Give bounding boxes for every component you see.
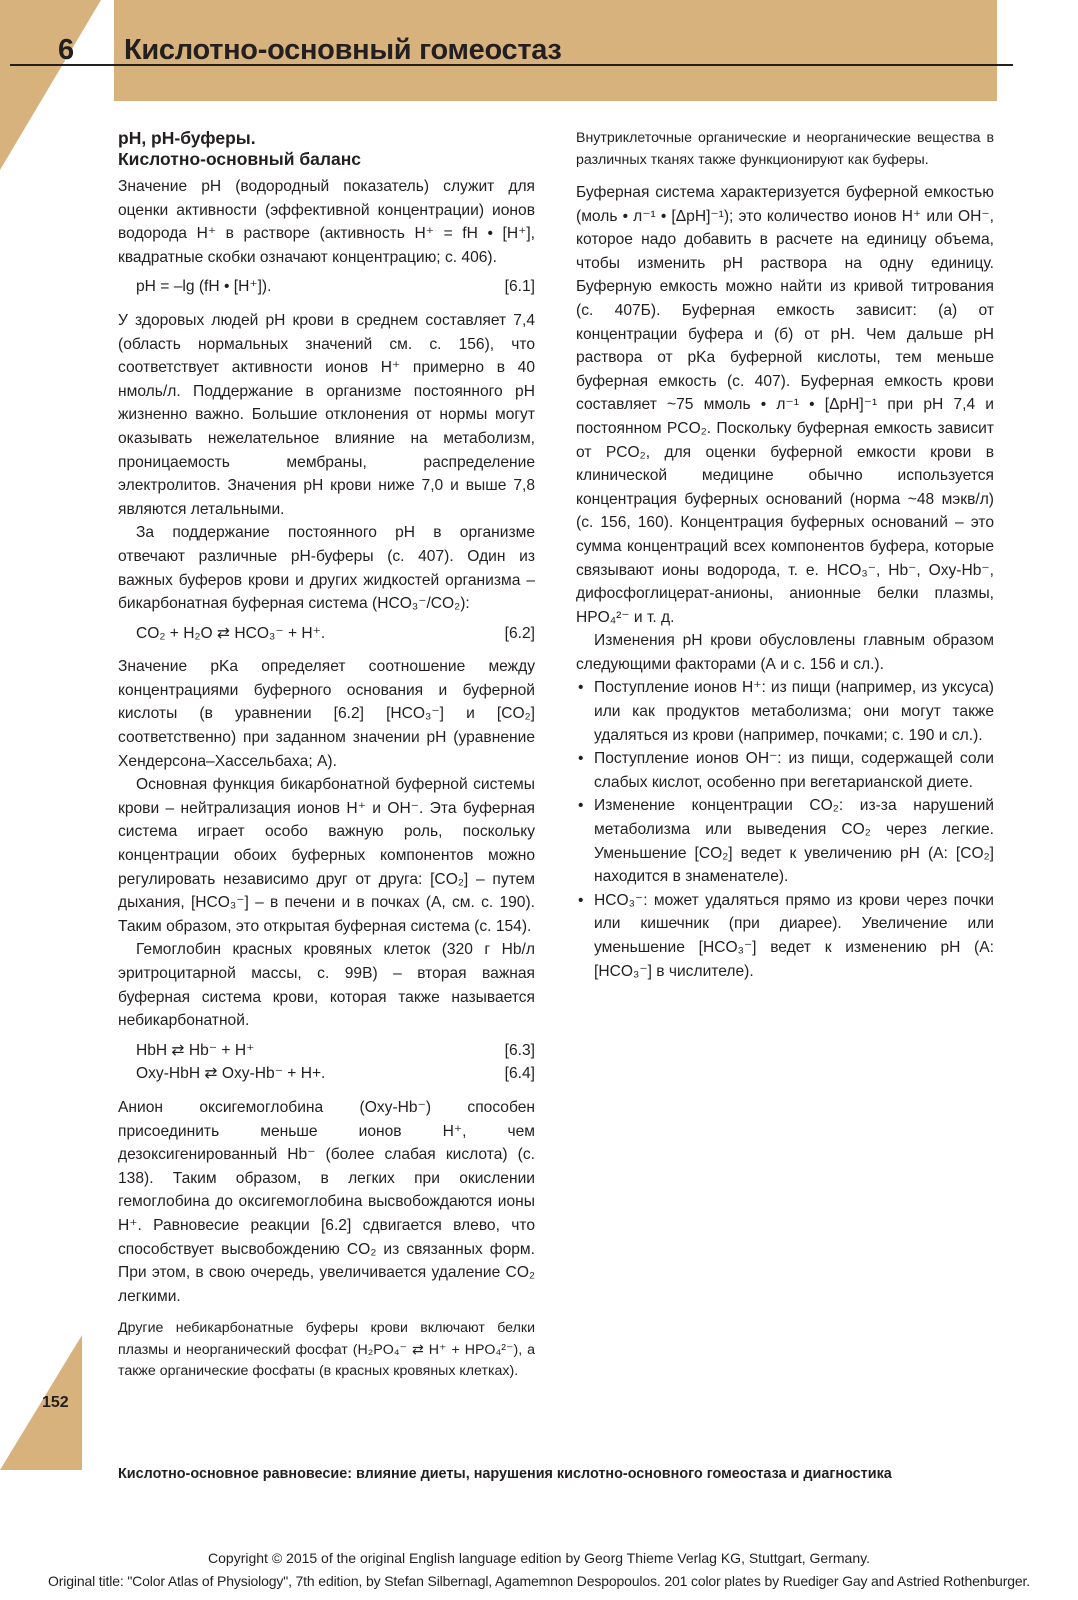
left-column [118,128,535,1383]
chapter-title: Кислотно-основный гомеостаз [124,34,562,66]
equations-6-3-6-4 [118,1039,535,1086]
equation-number: [6.4] [504,1065,535,1083]
equation-number: [6.3] [504,1041,535,1059]
plate-caption: Кислотно-основное равновесие: влияние диеты, нарушения кислотно-основного гомеостаза и диагностика [118,1466,892,1482]
equation-text: HbH ⇄ Hb⁻ + H⁺ [136,1041,255,1059]
equation-6-1 [118,275,535,299]
paragraph-bicarbonate-function: Основная функция бикарбонатной буферной системы крови – нейтрализация ионов H⁺ и OH⁻. Эта буферная система играет особо важную роль, поскольку концентрации обоих буферных компонентов можно регулировать независимо друг от друга: [CO₂] – путем дыхания, [HCO₃⁻] – в печени и в почках (А, см. с. 190). Таким образом, это открытая буферная система (с. 154). [118,776,535,935]
equation-text: CO₂ + H₂O ⇄ HCO₃⁻ + H⁺. [136,624,326,642]
equation-text: pH = –lg (fH • [H⁺]). [136,278,272,296]
header-corner-triangle [0,0,101,170]
section-title [118,128,535,170]
paragraph-pka: Значение pKa определяет соотношение между концентрациями буферного основания и буферной кислоты (в уравнении [6.2] [HCO₃⁻] и [CO₂] соответственно) при заданном значении pH (уравнение Хендерсона–Хассельбаха; А). [118,658,535,770]
list-item: • HCO₃⁻: может удаляться прямо из крови через почки или кишечник (при диарее). Увеличение или уменьшение [HCO₃⁻] ведет к изменению pH (А: [HCO₃⁻] в числителе). [576,889,994,983]
page-corner-triangle [0,1335,82,1470]
section-title-line-2: Кислотно-основный баланс [118,149,362,169]
equation-6-4 [118,1062,535,1086]
right-column [576,128,994,983]
paragraph-other-buffers: Другие небикарбонатные буферы крови включают белки плазмы и неорганический фосфат (H₂PO₄⁻ ⇄ H⁺ + HPO₄²⁻), а также органические фосфаты (в красных кровяных клетках). [118,1320,535,1380]
paragraph-hemoglobin: Гемоглобин красных кровяных клеток (320 г Hb/л эритроцитарной массы, с. 99B) – вторая важная буферная система крови, которая также называется небикарбонатной. [118,941,535,1030]
equation-6-2 [118,622,535,646]
list-item: • Поступление ионов H⁺: из пищи (например, из уксуса) или как продуктов метаболизма; они могут также удаляться из крови (например, почками; с. 190 и сл.). [576,676,994,747]
page-number: 152 [42,1394,69,1411]
paragraph-blood-ph: У здоровых людей pH крови в среднем составляет 7,4 (область нормальных значений см. с. 156), что соответствует активности ионов H⁺ примерно в 40 нмоль/л. Поддержание в организме постоянного pH жизненно важно. Большие отклонения от нормы могут оказывать нежелательное влияние на метаболизм, проницаемость мембраны, распределение электролитов. Значения pH крови ниже 7,0 и выше 7,8 являются летальными. [118,311,535,518]
list-item: • Изменение концентрации CO₂: из-за нарушений метаболизма или выведения CO₂ через легкие. Уменьшение [CO₂] ведет к увеличению pH (А: [CO₂] находится в знаменателе). [576,794,994,888]
paragraph-intracellular: Внутриклеточные органические и неорганические вещества в различных тканях также функционируют как буферы. [576,130,994,168]
section-title-line-1: pH, pH-буферы. [118,128,256,148]
equation-text: Oxy-HbH ⇄ Oxy-Hb⁻ + H+. [136,1065,326,1083]
equation-number: [6.2] [504,624,535,642]
list-item: • Поступление ионов OH⁻: из пищи, содержащей соли слабых кислот, особенно при вегетарианской диете. [576,747,994,794]
paragraph-oxyhemoglobin: Анион оксигемоглобина (Oxy-Hb⁻) способен присоединить меньше ионов H⁺, чем дезоксигенированный Hb⁻ (более слабая кислота) (с. 138). Таким образом, в легких при окислении гемоглобина до оксигемоглобина высвобождаются ионы H⁺. Равновесие реакции [6.2] сдвигается влево, что способствует высвобождению CO₂ из связанных форм. При этом, в свою очередь, увеличивается удаление CO₂ легкими. [118,1098,535,1305]
factors-list [576,676,994,983]
paragraph-ph-factors: Изменения pH крови обусловлены главным образом следующими факторами (А и с. 156 и сл.). [576,632,994,673]
paragraph-ph-definition: Значение pH (водородный показатель) служит для оценки активности (эффективной концентрации) ионов водорода H⁺ в растворе (активность H⁺ = fH • [H⁺], квадратные скобки означают концентрацию; с. 406). [118,178,535,266]
copyright-line-1: Copyright © 2015 of the original English language edition by Georg Thieme Verlag KG, Stuttgart, Germany. [208,1550,870,1566]
paragraph-buffers: За поддержание постоянного pH в организме отвечают различные pH-буферы (с. 407). Один из важных буферов крови и других жидкостей организма – бикарбонатная буферная система (HCO₃⁻/CO₂): [118,524,535,613]
chapter-number: 6 [58,34,75,66]
equation-number: [6.1] [504,278,535,296]
equation-6-3 [118,1039,535,1063]
paragraph-buffer-capacity: Буферная система характеризуется буферной емкостью (моль • л⁻¹ • [ΔpH]⁻¹); это количество ионов H⁺ или OH⁻, которое надо добавить в расчете на единицу объема, чтобы изменить pH раствора на одну единицу. Буферную емкость можно найти из кривой титрования (с. 407Б). Буферная емкость зависит: (а) от концентрации буфера и (б) от pH. Чем дальше pH раствора от pKa буферной кислоты, тем меньше буферная емкость (с. 407). Буферная емкость крови составляет ~75 ммоль • л⁻¹ • [ΔpH]⁻¹ при pH 7,4 и постоянном PCO₂. Поскольку буферная емкость зависит от PCO₂, для оценки буферной емкости крови в клинической медицине обычно используется концентрация буферных оснований (норма ~48 мэкв/л) (с. 156, 160). Концентрация буферных оснований – это сумма концентраций всех компонентов буфера, которые связывают ионы водорода, т. е. HCO₃⁻, Hb⁻, Oxy-Hb⁻, дифосфоглицерат-анионы, анионные белки плазмы, HPO₄²⁻ и т. д. [576,184,994,626]
copyright-line-2: Original title: "Color Atlas of Physiology", 7th edition, by Stefan Silbernagl, Agamemnon Despopoulos. 201 color plates by Ruediger Gay and Astried Rothenburger. [48,1573,1030,1589]
